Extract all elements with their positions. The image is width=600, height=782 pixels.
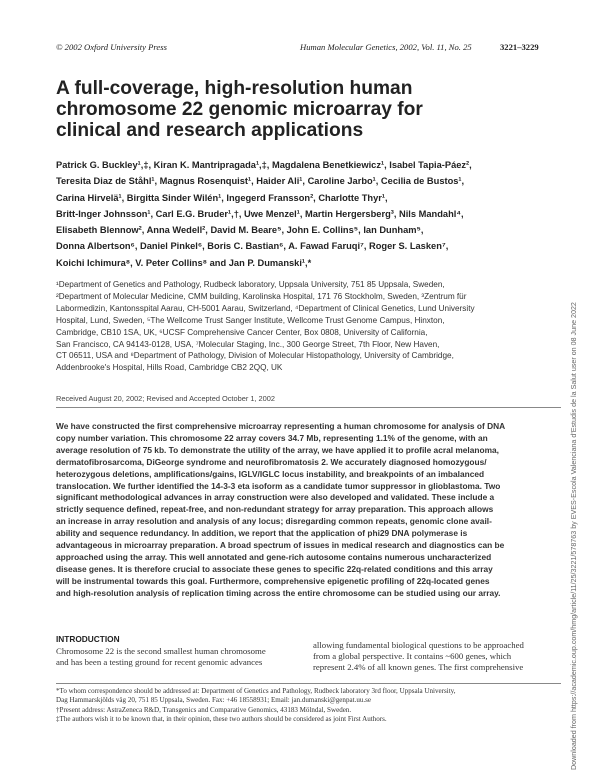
footnote-line: ‡The authors wish it to be known that, in their opinion, these two authors should be considered as joint First Authors. (56, 715, 387, 724)
author-line: Elisabeth Blennow², Anna Wedell², David M. Beare⁵, John E. Collins⁵, Ian Dunham⁵, (56, 225, 424, 236)
affiliations (56, 279, 561, 374)
page-range: 3221–3229 (500, 42, 539, 52)
footnote-line: Dag Hammarskjölds väg 20, 751 85 Uppsala, Sweden. Fax: +46 18558931; Email: jan.dumanski@genpat.uu.se (56, 696, 372, 705)
abstract-line: We have constructed the first comprehensive microarray representing a human chromosome for analysis of DNA (56, 421, 506, 431)
abstract-line: will be instrumental towards this goal. Furthermore, comprehensive epigenetic profiling of 22q-located genes (56, 575, 490, 586)
abstract (56, 421, 561, 600)
download-watermark: Downloaded from https://academic.oup.com/hmg/article/11/25/3221/578763 by EVES-Escola Valenciana d'Estudis de la Salut user on 08 June 2022 (570, 302, 578, 770)
author-list (56, 157, 561, 271)
affiliation-line: Addenbrooke's Hospital, Hills Road, Cambridge CB2 2QQ, UK (56, 363, 283, 373)
intro-line: represent 2.4% of all known genes. The first comprehensive (313, 662, 524, 673)
abstract-line: strictly sequence defined, repeat-free, and non-redundant strategy for array preparation. This approach allows (56, 504, 494, 515)
abstract-line: significant methodological advances in array construction were also developed and validated. These include a (56, 492, 495, 503)
received-dates: Received August 20, 2002; Revised and Accepted October 1, 2002 (56, 394, 275, 403)
copyright-notice: © 2002 Oxford University Press (56, 42, 167, 52)
intro-left-column (56, 646, 301, 668)
intro-line: from a global perspective. It contains ~600 genes, which (313, 651, 512, 662)
title-line: chromosome 22 genomic microarray for (56, 99, 423, 120)
abstract-line: dermatofibrosarcoma, DiGeorge syndrome and neurofibromatosis 2. We accurately diagnosed homozygous/ (56, 456, 487, 467)
affiliation-line: Hospital, Lund, Sweden, ⁵The Wellcome Trust Sanger Institute, Wellcome Trust Genome Campus, Hinxton, (56, 315, 445, 325)
intro-line: Chromosome 22 is the second smallest human chromosome (56, 646, 266, 656)
affiliation-line: ¹Department of Genetics and Pathology, Rudbeck laboratory, Uppsala University, 751 85 Uppsala, Sweden, (56, 280, 445, 289)
footnotes (56, 687, 561, 725)
abstract-line: and high-resolution analysis of replication timing across the entire chromosome can be studied using our array. (56, 587, 501, 598)
author-line: Britt-Inger Johnsson¹, Carl E.G. Bruder¹,†, Uwe Menzel¹, Martin Hergersberg³, Nils Mandahl⁴, (56, 208, 464, 219)
footnote-line: †Present address: AstraZeneca R&D, Transgenics and Comparative Genomics, 43183 Mölndal, Sweden. (56, 705, 352, 714)
intro-line: and has been a testing ground for recent genomic advances (56, 657, 263, 668)
author-line: Teresita Diaz de Ståhl¹, Magnus Rosenquist¹, Haider Ali¹, Caroline Jarbo¹, Cecilia de Bustos¹, (56, 176, 465, 187)
affiliation-line: San Francisco, CA 94143-0128, USA, ⁷Molecular Staging, Inc., 300 George Street, 7th Floor, New Haven, (56, 339, 440, 349)
title-line: A full-coverage, high-resolution human (56, 78, 413, 99)
footnote-line: *To whom correspondence should be addressed at: Department of Genetics and Pathology, Rudbeck laboratory 3rd floor, Uppsala University, (56, 687, 456, 695)
intro-right-column (313, 640, 561, 674)
section-heading: INTRODUCTION (56, 634, 120, 644)
affiliation-line: Labormedizin, Kantonsspital Aarau, CH-5001 Aarau, Switzerland, ⁴Department of Clinical Genetics, Lund University (56, 303, 475, 313)
abstract-line: approached using the array. This well annotated and gene-rich autosome contains numerous uncharacterized (56, 551, 492, 562)
author-line: Donna Albertson⁶, Daniel Pinkel⁶, Boris C. Bastian⁶, A. Fawad Faruqi⁷, Roger S. Lasken⁷, (56, 241, 449, 252)
affiliation-line: Cambridge, CB10 1SA, UK, ⁶UCSF Comprehensive Cancer Center, Box 0808, University of California, (56, 327, 428, 337)
journal-citation: Human Molecular Genetics, 2002, Vol. 11, No. 25 (300, 42, 472, 52)
abstract-line: average resolution of 75 kb. To demonstrate the utility of the array, we have applied it to profile acral melanoma, (56, 444, 499, 455)
author-line: Patrick G. Buckley¹,‡, Kiran K. Mantripragada¹,‡, Magdalena Benetkiewicz¹, Isabel Tapia-Páez², (56, 160, 472, 170)
article-title (56, 78, 516, 141)
abstract-line: disease genes. It is therefore crucial to associate these genes to specific 22q-related conditions and this array (56, 563, 493, 574)
author-line: Carina Hirvelä¹, Birgitta Sinder Wilén¹, Ingegerd Fransson², Charlotte Thyr¹, (56, 192, 388, 203)
abstract-line: copy number variation. This chromosome 22 array covers 34.7 Mb, representing 1.1% of the genome, with an (56, 432, 488, 443)
abstract-line: ability and sequence redundancy. In addition, we report that the application of phi29 DNA polymerase is (56, 528, 468, 539)
affiliation-line: ²Department of Molecular Medicine, CMM building, Karolinska Hospital, 171 76 Stockholm, Sweden, ³Zentrum für (56, 291, 467, 301)
abstract-line: an increase in array resolution and analysis of any locus; disregarding common repeats, genomic clone avail- (56, 516, 492, 527)
header-divider (56, 407, 561, 408)
footnote-divider (56, 683, 561, 684)
affiliation-line: CT 06511, USA and ⁸Department of Pathology, Division of Molecular Histopathology, University of Cambridge, (56, 351, 454, 361)
abstract-line: advantageous in microarray preparation. A broad spectrum of issues in medical research and diagnostics can be (56, 540, 505, 551)
title-line: clinical and research applications (56, 120, 364, 141)
abstract-line: heterozygous deletions, amplifications/gains, IGLV/IGLC locus instability, and breakpoints of an imbalanced (56, 468, 485, 479)
author-line: Koichi Ichimura⁸, V. Peter Collins⁸ and Jan P. Dumanski¹,* (56, 257, 312, 268)
abstract-line: translocation. We further identified the 14-3-3 eta isoform as a candidate tumor suppressor in glioblastoma. Two (56, 480, 501, 491)
intro-line: allowing fundamental biological questions to be approached (313, 640, 524, 650)
